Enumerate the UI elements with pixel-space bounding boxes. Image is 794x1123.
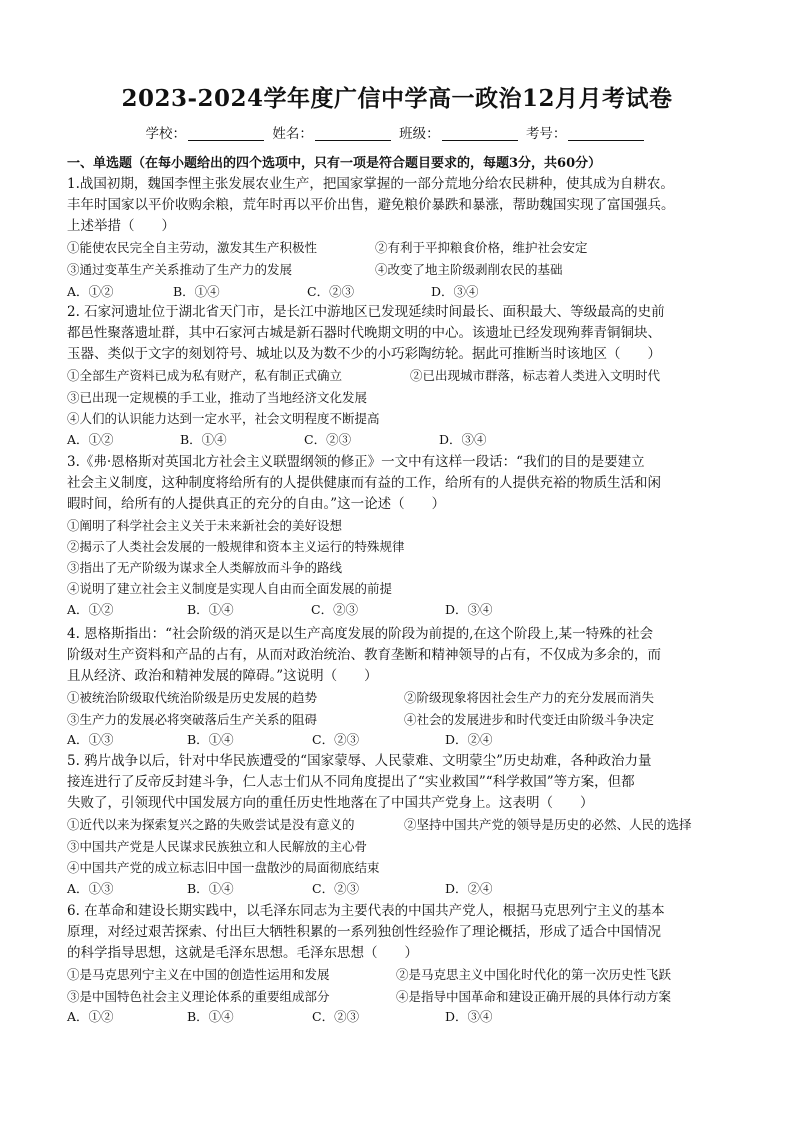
question-stem-line: 阶级对生产资料和产品的占有，从而对政治统治、教育垄断和精神领导的占有，不仅成为多余的，而 bbox=[67, 647, 661, 663]
class-label: 班级： bbox=[399, 126, 440, 142]
answer-choice: A．①③ bbox=[67, 732, 114, 747]
option-statement: ①被统治阶级取代统治阶级是历史发展的趋势 bbox=[67, 690, 318, 705]
option-statement: ③是中国特色社会主义理论体系的重要组成部分 bbox=[67, 989, 330, 1004]
question-stem-line: 4. 恩格斯指出：“社会阶级的消灭是以生产高度发展的阶段为前提的,在这个阶段上,某一特殊的社会 bbox=[67, 626, 654, 642]
question-stem-line: 2. 石家河遗址位于湖北省天门市，是长江中游地区已发现延续时间最长、面积最大、等级最高的史前 bbox=[67, 304, 665, 320]
option-statement: ③生产力的发展必将突破落后生产关系的阻碍 bbox=[67, 712, 318, 727]
answer-choice: C．②③ bbox=[304, 432, 352, 447]
section-heading: 一、单选题（在每小题给出的四个选项中，只有一项是符合题目要求的，每题3分，共60分） bbox=[67, 156, 602, 171]
answer-choice: B．①④ bbox=[187, 732, 234, 747]
option-statement: ④是指导中国革命和建设正确开展的具体行动方案 bbox=[396, 989, 672, 1004]
number-blank[interactable] bbox=[568, 126, 644, 141]
option-statement: ④改变了地主阶级剥削农民的基础 bbox=[375, 262, 563, 277]
question-stem-line: 5. 鸦片战争以后，针对中华民族遭受的“国家蒙辱、人民蒙难、文明蒙尘”历史劫难，各种政治力量 bbox=[67, 753, 652, 769]
question-stem-line: 玉器、类似于文字的刻划符号、城址以及为数不少的小巧彩陶纺轮。据此可推断当时该地区（ ） bbox=[67, 346, 661, 362]
option-statement: ①近代以来为探索复兴之路的失败尝试是没有意义的 bbox=[67, 817, 355, 832]
student-info-line bbox=[0, 122, 794, 142]
option-statement: ②坚持中国共产党的领导是历史的必然、人民的选择 bbox=[404, 817, 692, 832]
option-statement: ②已出现城市群落，标志着人类进入文明时代 bbox=[410, 368, 661, 383]
answer-choice: C．②③ bbox=[312, 732, 360, 747]
name-blank[interactable] bbox=[315, 126, 391, 141]
option-statement: ④社会的发展进步和时代变迁由阶级斗争决定 bbox=[404, 712, 655, 727]
answer-choice: D．③④ bbox=[445, 1009, 493, 1024]
question-stem-line: 6. 在革命和建设长期实践中，以毛泽东同志为主要代表的中国共产党人，根据马克思列宁主义的基本 bbox=[67, 903, 665, 919]
option-statement: ②有利于平抑粮食价格，维护社会安定 bbox=[375, 240, 588, 255]
answer-choice: A．①② bbox=[67, 284, 114, 299]
answer-choice: C．②③ bbox=[312, 1009, 360, 1024]
class-blank[interactable] bbox=[442, 126, 518, 141]
option-statement: ①阐明了科学社会主义关于未来新社会的美好设想 bbox=[67, 518, 343, 533]
question-stem-line: 原理，对经过艰苦探索、付出巨大牺牲积累的一系列独创性经验作了理论概括，形成了适合中国情况 bbox=[67, 924, 661, 940]
option-statement: ③通过变革生产关系推动了生产力的发展 bbox=[67, 262, 293, 277]
answer-choice: C．②③ bbox=[311, 602, 359, 617]
option-statement: ①是马克思列宁主义在中国的创造性运用和发展 bbox=[67, 967, 330, 982]
option-statement: ②是马克思主义中国化时代化的第一次历史性飞跃 bbox=[396, 967, 672, 982]
question-stem-line: 暇时间，给所有的人提供真正的充分的自由。”这一论述（ ） bbox=[67, 496, 446, 512]
answer-choice: D．②④ bbox=[445, 732, 493, 747]
question-stem-line: 且从经济、政治和精神发展的障碍。”这说明（ ） bbox=[67, 668, 378, 684]
answer-choice: D．③④ bbox=[445, 602, 493, 617]
question-stem-line: 接连进行了反帝反封建斗争，仁人志士们从不同角度提出了“实业救国”“科学救国”等方案，但都 bbox=[67, 774, 635, 790]
option-statement: ④人们的认识能力达到一定水平，社会文明程度不断提高 bbox=[67, 411, 380, 426]
name-label: 姓名： bbox=[272, 126, 313, 142]
answer-choice: A．①③ bbox=[67, 881, 114, 896]
school-label: 学校： bbox=[145, 126, 187, 142]
exam-title: 2023-2024学年度广信中学高一政治12月月考试卷 bbox=[121, 85, 673, 112]
option-statement: ②揭示了人类社会发展的一般规律和资本主义运行的特殊规律 bbox=[67, 539, 405, 554]
answer-choice: D．②④ bbox=[445, 881, 493, 896]
answer-choice: B．①④ bbox=[187, 881, 234, 896]
option-statement: ①全部生产资料已成为私有财产，私有制正式确立 bbox=[67, 368, 343, 383]
answer-choice: A．①② bbox=[67, 602, 114, 617]
option-statement: ④中国共产党的成立标志旧中国一盘散沙的局面彻底结束 bbox=[67, 860, 380, 875]
answer-choice: B．①④ bbox=[187, 1009, 234, 1024]
option-statement: ②阶级现象将因社会生产力的充分发展而消失 bbox=[404, 690, 655, 705]
question-stem-line: 社会主义制度，这种制度将给所有的人提供健康而有益的工作，给所有的人提供充裕的物质生活和闲 bbox=[67, 475, 661, 491]
question-stem-line: 1.战国初期，魏国李悝主张发展农业生产，把国家掌握的一部分荒地分给农民耕种，使其成为自耕农。 bbox=[67, 176, 674, 192]
answer-choice: D．③④ bbox=[431, 284, 479, 299]
option-statement: ③中国共产党是人民谋求民族独立和人民解放的主心骨 bbox=[67, 839, 368, 854]
answer-choice: B．①④ bbox=[187, 602, 234, 617]
answer-choice: C．②③ bbox=[307, 284, 355, 299]
answer-choice: B．①④ bbox=[173, 284, 220, 299]
answer-choice: C．②③ bbox=[312, 881, 360, 896]
question-stem-line: 3.《弗·恩格斯对英国北方社会主义联盟纲领的修正》一文中有这样一段话：“我们的目的是要建立 bbox=[67, 454, 645, 470]
question-stem-line: 都邑性聚落遗址群，其中石家河古城是新石器时代晚期文明的中心。该遗址已经发现殉葬青铜铜块、 bbox=[67, 325, 661, 341]
question-stem-line: 失败了，引领现代中国发展方向的重任历史性地落在了中国共产党身上。这表明（ ） bbox=[67, 795, 594, 811]
question-stem-line: 上述举措（ ） bbox=[67, 218, 175, 234]
school-blank[interactable] bbox=[188, 126, 264, 141]
option-statement: ③指出了无产阶级为谋求全人类解放而斗争的路线 bbox=[67, 560, 343, 575]
answer-choice: A．①② bbox=[67, 432, 114, 447]
option-statement: ④说明了建立社会主义制度是实现人自由而全面发展的前提 bbox=[67, 581, 393, 596]
option-statement: ①能使农民完全自主劳动，激发其生产积极性 bbox=[67, 240, 318, 255]
number-label: 考号： bbox=[525, 126, 567, 142]
question-stem-line: 的科学指导思想，这就是毛泽东思想。毛泽东思想（ ） bbox=[67, 945, 418, 961]
answer-choice: D．③④ bbox=[439, 432, 487, 447]
question-stem-line: 丰年时国家以平价收购余粮，荒年时再以平价出售，避免粮价暴跌和暴涨，帮助魏国实现了富国强兵。 bbox=[67, 197, 675, 213]
answer-choice: B．①④ bbox=[180, 432, 227, 447]
option-statement: ③已出现一定规模的手工业，推动了当地经济文化发展 bbox=[67, 390, 368, 405]
answer-choice: A．①② bbox=[67, 1009, 114, 1024]
